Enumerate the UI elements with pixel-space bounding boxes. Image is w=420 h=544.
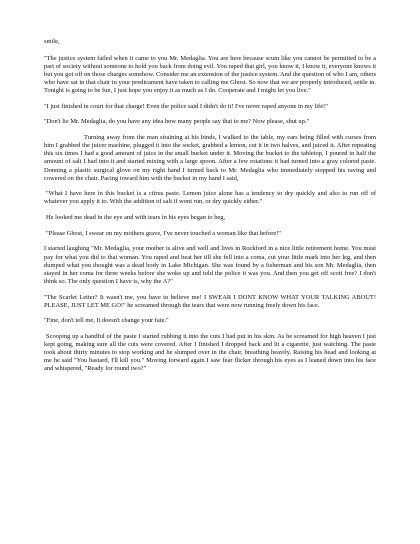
paragraph: "Please Ghost, I swear on my mothers grave, I've never touched a woman like that before!" xyxy=(46,229,282,237)
paragraph: I started laughing "Mr. Medaglia, your mother is alive and well and lives in Rockford in a nice little retirement home. You must pay for what you did to that woman. You raped and beat her till she fell into a coma, cut your little mark into her leg, and then dumped what you thought was a dead body in Lake Michigan. She was found by a fisherman and his son Mr. Medaglia, then stayed in her coma for three weeks before she woke up and told the police it was you. And then you get off scott free? I don't think so. The only question I have is, why the A?" xyxy=(44,245,376,285)
paragraph: He looked me dead in the eye and with tears in his eyes began to beg, xyxy=(46,214,226,222)
paragraph: "Don't lie Mr. Medaglia, do you have any idea how many people say that to me? Now please, shut up." xyxy=(44,118,310,126)
paragraph: "The justice system failed when it came to you Mr. Medaglia. You are here because scum like you cannot be permitted to be a part of society without someone to hold you back from doing evil. You raped that girl, you know it, I know it, everyone knows it but you got off on those charges somehow. Consider me an extension of the justice system. And the question of who I am, others who have sat in that chair in your predicament have taken to calling me Ghost. So now that we are properly introduced, settle in. Tonight is going to be fun, I just hope you enjoy it as much as I do. Cooperate and I might let you live." xyxy=(44,54,376,95)
paragraph: "Fine, don't tell me, It doesn't change your fate." xyxy=(44,317,169,325)
paragraph: Turning away from the man straining at his binds, I walked to the table, my ears being filled with curses from him I grabbed the juicer machine, plugged it into the socket, grabbed a lemon, cut it in two halves, and juiced it. After repeating this six times I had a good amount of juice in the small bucket under it. Moving the bucket to the tabletop, I poured in half the amount of salt I had into it and started mixing with a large spoon. After a few rotations it had turned into a gray colored paste. Donning a plastic surgical glove on my right hand I turned back to Mr. Medaglia who immediately stopped his raving and cowered on the chair. Pacing toward him with the bucket in my hand I said, xyxy=(44,134,376,182)
paragraph: smile, xyxy=(44,38,60,45)
paragraph: "I just finished in court for that charge! Even the police said I didn't do it! I've never raped anyone in my life!" xyxy=(44,102,328,110)
paragraph: "The Scarlet Letter? It wasn't me, you have to believe me! I SWEAR I DONT KNOW WHAT YOUR TALKING ABOUT! PLEASE, JUST LET ME GO!" he screamed through the tears that were now running freely down his face. xyxy=(44,293,376,309)
paragraph: "What I have here in this bucket is a citrus paste. Lemon juice alone has a tendency to dry quickly and also to run off of whatever you apply it to. With the addition of salt if wont run, or dry quickly either." xyxy=(44,190,376,206)
paragraph: Scooping up a handful of the paste I started rubbing it into the cuts I had put in his skin. As he screamed for high heaven I just kept going, making sure all the cuts were covered. After I finished I dropped back and lit a cigarette, just watching. The paste took about thirty minutes to stop working and he slumped over in the chair, breathing heavily. Raising his head and looking at me he said "You bastard, I'll kill you." Moving forward again I saw fear flicker through his eyes as I leaned down into his face and whispered, "Ready for round two?" xyxy=(44,332,376,373)
